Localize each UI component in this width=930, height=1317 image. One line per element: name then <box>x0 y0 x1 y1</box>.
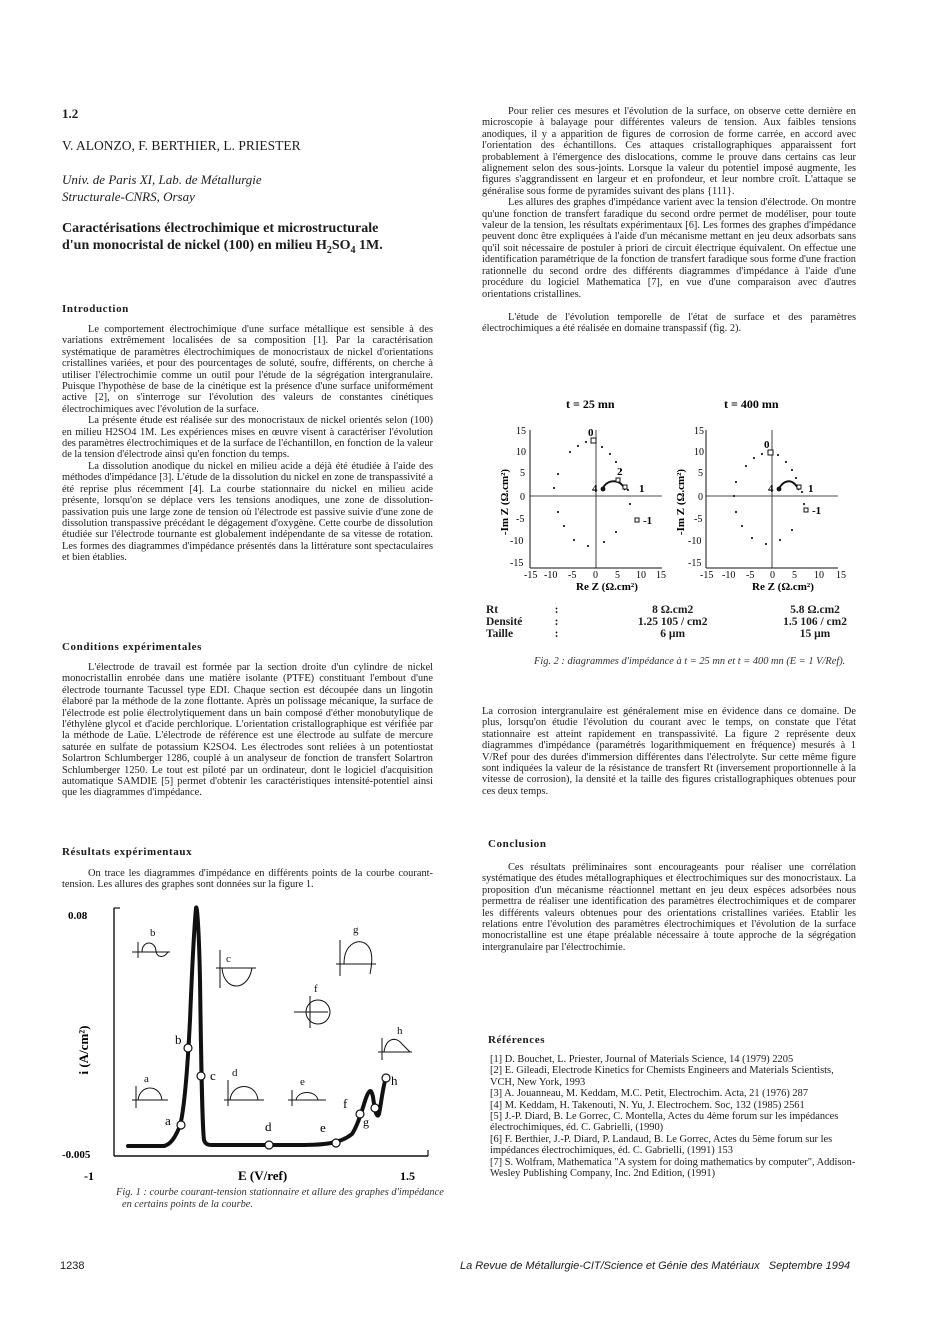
svg-text:a: a <box>144 1073 149 1085</box>
point-g <box>371 1104 379 1112</box>
results-paragraph: On trace les diagrammes d'impédance en différents points de la courbe courant-tension. Les allures des graphes sont données sur la figure 1. <box>62 868 433 891</box>
figure-1-caption-line-2: en certains points de la courbe. <box>122 1199 254 1210</box>
point-c <box>197 1072 205 1080</box>
introduction-body <box>62 324 433 564</box>
svg-text:5: 5 <box>520 468 525 479</box>
svg-text:15: 15 <box>656 570 666 581</box>
svg-text:5: 5 <box>698 468 703 479</box>
paper-title-line-1: Caractérisations électrochimique et microstructurale <box>62 221 379 236</box>
inset-f <box>294 983 330 1028</box>
svg-text:-5: -5 <box>694 514 703 525</box>
label-h: h <box>391 1073 398 1088</box>
authors: V. ALONZO, F. BERTHIER, L. PRIESTER <box>62 138 301 153</box>
figure-2-caption: Fig. 2 : diagrammes d'impédance à t = 25 mn et t = 400 mn (E = 1 V/Ref). <box>534 656 846 667</box>
inset-d <box>224 1067 264 1106</box>
svg-text:-10: -10 <box>544 570 558 581</box>
figure-2-impedance-diagrams <box>478 392 870 592</box>
svg-text:-1: -1 <box>812 505 822 517</box>
size-label: Taille <box>486 628 514 640</box>
label-c: c <box>210 1068 216 1083</box>
affiliation-line-2: Structurale-CNRS, Orsay <box>62 189 195 204</box>
affiliation-line-1: Univ. de Paris XI, Lab. de Métallurgie <box>62 172 262 187</box>
parameter-table: Rt : 8 Ω.cm2 5.8 Ω.cm2 Densité : 1.25 105 / cm2 1.5 106 / cm2 Taille : 6 μm 15 μm <box>482 604 872 640</box>
x-min-label: -1 <box>84 1169 94 1183</box>
page-number: 1238 <box>60 1260 85 1272</box>
svg-text:0: 0 <box>770 570 775 581</box>
rt-label: Rt <box>486 604 499 616</box>
reference-item: [5] J.-P. Diard, B. Le Gorrec, C. Montella, Actes du 4ème forum sur les impédances électrochimiques, éd. C. Gabrielli, (1990) <box>490 1111 839 1134</box>
svg-text:-5: -5 <box>516 514 525 525</box>
results-heading: Résultats expérimentaux <box>62 846 193 858</box>
svg-text:-10: -10 <box>722 570 736 581</box>
reference-item: [6] F. Berthier, J.-P. Diard, P. Landaud, B. Le Gorrec, Actes du 5ème forum sur les impédances électrochimiques, éd. C. Gabrielli, (1991) 153 <box>490 1133 833 1157</box>
conclusion-paragraph: Ces résultats préliminaires sont encourageants pour réaliser une corrélation systématique des études métallographiques et électrochimiques sur des monocristaux. La proposition d'un mécanisme réactionnel mettant en jeu deux espèces adsorbées nous permettra de réaliser une identification des paramètres électrochimiques et de comparer les différents valeurs obtenues pour des orientations cristallines variées. Etablir les relations entre l'évolution des paramètres électrochimiques et l'évolution de la surface monocristalline est une étape préalable nécessaire à toute approche de la ségrégation intergranulaire par l'électrochimie. <box>482 862 856 953</box>
conditions-paragraph: L'électrode de travail est formée par la section droite d'un cylindre de nickel monocristallin enrobée dans une matière isolante (PTFE) constituant l'embout d'une électrode tournante Tacussel type EDI. Chaque section est découpée dans un lingotin élaboré par la méthode de la zone flottante. Après un polissage mécanique, la surface de l'électrode est polie électrolytiquement dans un bain composé d'éther monobutylique de l'éthylène glycol et d'acide perchlorique. L'orientation cristallographique est vérifiée par la méthode de Laüe. L'électrode de référence est une électrode au sulfate de mercure saturée en sulfate de potassium K2SO4. Les électrodes sont reliées à un potentiostat Solartron Schlumberger 1286, couplé à un analyseur de fonction de transfert Solartron Schlumberger 1250. Le tout est piloté par un ordinateur, dont le logiciel d'acquisition automatique SAMDIE [5] permet d'obtenir les caractéristiques intensité-potentiel ainsi que les diagrammes d'impédance. <box>62 662 433 799</box>
impedance-paragraph: Les allures des graphes d'impédance varient avec la tension d'électrode. On montre qu'une fonction de transfert faradique du second ordre permet de modéliser, pour toute valeur de la tension, les résultats expérimentaux [6]. Les formes des graphes d'impédance peuvent donc être expliquées à l'aide d'un mécanisme mettant en jeu deux adsorbats sans qu'il soit nécessaire de postuler à priori de circuit électrique équivalent. On effectue une identification paramétrique de la fonction de transfert faradique sous forme d'une fraction rationnelle du second ordre des différents diagrammes d'impédance à l'aide d'une procédure du logiciel Mathematica [7], en vue d'une comparaison avec d'autres orientations cristallines. <box>482 197 856 300</box>
svg-text:15: 15 <box>694 426 704 437</box>
svg-text:-1: -1 <box>643 515 653 527</box>
label-b: b <box>175 1032 182 1047</box>
references-heading: Références <box>488 1034 546 1046</box>
journal-footer: La Revue de Métallurgie-CIT/Science et Génie des Matériaux Septembre 1994 <box>460 1260 851 1272</box>
conclusion-heading: Conclusion <box>488 838 547 850</box>
inset-g <box>336 924 376 976</box>
svg-text:Re Z (Ω.cm²): Re Z (Ω.cm²) <box>576 581 638 592</box>
inset-h <box>378 1025 412 1060</box>
label-d: d <box>265 1119 272 1134</box>
size-25mn: 6 μm <box>660 628 686 640</box>
svg-text:-5: -5 <box>568 570 577 581</box>
figure-1-current-voltage-curve <box>60 900 440 1190</box>
section-number: 1.2 <box>62 106 79 121</box>
fig2-title-right: t = 400 mn <box>724 397 779 411</box>
inset-a <box>132 1073 168 1108</box>
density-400mn: 1.5 106 / cm2 <box>783 616 847 628</box>
svg-text:h: h <box>397 1025 403 1037</box>
svg-text:4: 4 <box>768 483 774 495</box>
conclusion-body <box>482 862 856 953</box>
point-b <box>184 1044 192 1052</box>
svg-text:15: 15 <box>516 426 526 437</box>
svg-text:1: 1 <box>639 483 645 495</box>
rt-25mn: 8 Ω.cm2 <box>652 604 694 616</box>
svg-text:g: g <box>353 924 359 936</box>
rt-400mn: 5.8 Ω.cm2 <box>790 604 840 616</box>
nyquist-plot-400mn <box>675 426 846 592</box>
svg-text:10: 10 <box>516 447 526 458</box>
svg-text:-15: -15 <box>524 570 538 581</box>
svg-text:e: e <box>300 1076 305 1088</box>
svg-text:c: c <box>226 953 231 965</box>
fig2-title-left: t = 25 mn <box>566 397 615 411</box>
svg-text:-15: -15 <box>700 570 714 581</box>
right-column-text-top <box>482 106 856 335</box>
svg-text:b: b <box>150 927 156 939</box>
x-max-label: 1.5 <box>400 1169 415 1183</box>
y-axis-label: i (A/cm²) <box>76 1025 91 1075</box>
svg-text:0: 0 <box>764 439 770 451</box>
point-d <box>265 1141 273 1149</box>
inset-c <box>216 950 256 988</box>
density-label: Densité <box>486 616 523 628</box>
svg-text:15: 15 <box>836 570 846 581</box>
svg-text:-15: -15 <box>688 558 702 569</box>
label-g: g <box>363 1115 369 1129</box>
svg-text:10: 10 <box>694 447 704 458</box>
point-a <box>177 1121 185 1129</box>
reference-item: [3] A. Jouanneau, M. Keddam, M.C. Petit, Electrochim. Acta, 21 (1976) 287 <box>490 1088 809 1100</box>
inset-e <box>288 1076 326 1106</box>
svg-text:-5: -5 <box>746 570 755 581</box>
paper-title-line-2: d'un monocristal de nickel (100) en milieu $H_2SO_4$ 1M. <box>62 238 383 256</box>
corrosion-text <box>482 706 856 797</box>
label-f: f <box>343 1096 348 1111</box>
svg-text:-15: -15 <box>510 558 524 569</box>
intro-paragraph-2: La présente étude est réalisée sur des monocristaux de nickel orientés selon (100) en milieu H2SO4 1M. Les expériences mises en œuvre visent à caractériser l'évolution des paramètres électrochimiques et de la surface de l'échantillon, en fonction de la valeur de la tension d'électrode ainsi qu'en fonction du temps. <box>62 415 433 461</box>
reference-item: [4] M. Keddam, H. Takenouti, N. Yu, J. Electrochem. Soc, 132 (1985) 2561 <box>490 1099 805 1111</box>
corrosion-paragraph: La corrosion intergranulaire est généralement mise en évidence dans ce domaine. De plus, lorsqu'on étudie l'évolution du courant avec le temps, on constate que l'état stationnaire est atteint rapidement en transpassivité. La figure 2 représente deux diagrammes d'impédance (paramétrés logarithmiquement en fréquence) mesurés à 1 V/Ref pour des durées d'immersion différentes dans l'électrolyte. Sur cette même figure sont indiquées la valeur de la résistance de transfert Rt (inversement proportionnelle à la vitesse de corrosion), la densité et la taille des figures cristallographiques obtenues pour ces deux temps. <box>482 706 856 797</box>
reference-item: [7] S. Wolfram, Mathematica "A system for doing mathematics by computer", Addison-Wesley Publishing Company, Inc. 2nd Edition, (1991) <box>490 1156 856 1180</box>
svg-text:f: f <box>314 983 318 995</box>
figure-1-caption-line-1: Fig. 1 : courbe courant-tension stationnaire et allure des graphes d'impédance <box>116 1187 444 1198</box>
intro-paragraph-3: La dissolution anodique du nickel en milieu acide a déjà été étudiée à l'aide des méthodes d'impédance [3]. L'étude de la dissolution du nickel en zone de transpassivité a été reprise plus récemment [4]. La courbe stationnaire du nickel en milieu acide présente, lorsqu'on se déplace vers les tensions anodiques, une zone de dissolution-passivation puis une large zone de tension où l'électrode est passive suivie d'une zone de dissolution transpassive précédant le dégagement d'oxygène. Cette courbe de dissolution étudiée sur l'électrode tournante est globalement indépendante de sa vitesse de rotation. Les formes des diagrammes d'impédance présentés dans la littérature sont spectaculaires et bien établies. <box>62 460 433 564</box>
y-max-label: 0.08 <box>68 910 88 922</box>
label-e: e <box>320 1120 326 1135</box>
svg-text:0: 0 <box>588 427 594 439</box>
svg-text:5: 5 <box>615 570 620 581</box>
svg-text:d: d <box>232 1067 238 1079</box>
svg-text:0: 0 <box>520 492 525 503</box>
reference-item: [1] D. Bouchet, L. Priester, Journal of Materials Science, 14 (1979) 2205 <box>490 1054 794 1065</box>
point-e <box>332 1139 340 1147</box>
references-list <box>490 1054 858 1179</box>
surface-paragraph: Pour relier ces mesures et l'évolution de la surface, on observe cette dernière en microscopie à balayage pour différentes valeurs de tension. Aux faibles tensions anodiques, il y a apparition de figures de corrosion de forme carrée, en accord avec l'orientation des échantillons. Ces attaques cristallographiques apparaissent fort probablement à l'émergence des dislocations, comme le prouve dans certains cas leur alignement selon des sous-joints. Lorsque la valeur du potentiel imposé augmente, les figures s'aggrandissent en largeur et en profondeur, et leur nombre croît. L'attaque se généralise sous forme de pyramides suivant des plans {111}. <box>482 106 856 197</box>
conditions-body <box>62 662 433 799</box>
results-body <box>62 868 433 891</box>
svg-text:1: 1 <box>808 483 814 495</box>
svg-text:4: 4 <box>592 483 598 495</box>
svg-text:Re Z (Ω.cm²): Re Z (Ω.cm²) <box>752 581 814 592</box>
label-a: a <box>165 1113 171 1128</box>
size-400mn: 15 μm <box>799 628 831 640</box>
inset-b <box>132 927 170 958</box>
svg-text:10: 10 <box>636 570 646 581</box>
point-h <box>382 1074 390 1082</box>
y-min-label: -0.005 <box>62 1149 91 1161</box>
nyquist-plot-25mn <box>499 426 666 592</box>
svg-text:-10: -10 <box>510 536 524 547</box>
svg-text:5: 5 <box>792 570 797 581</box>
density-25mn: 1.25 105 / cm2 <box>637 616 708 628</box>
intro-paragraph-1: Le comportement électrochimique d'une surface métallique est sensible à des variations extrêmement localisées de sa composition [1]. Par la caractérisation systématique de paramètres électrochimiques de monocristaux de nickel d'orientations cristallines variées, et pour des pourcentages de soluté, soufre, différents, on cherche à utiliser l'électrochimie comme un outil pour l'étude de la ségrégation intergranulaire. Puisque l'hypothèse de base de la cinétique est la présence d'une surface uniformément active [2], on s'interroge sur l'évolution des valeurs de constantes cinétiques électrochimiques avec l'évolution de la surface. <box>62 324 433 415</box>
svg-text:-10: -10 <box>688 536 702 547</box>
temporal-paragraph: L'étude de l'évolution temporelle de l'état de surface et des paramètres électrochimiques a été réalisée en domaine transpassif (fig. 2). <box>482 311 856 335</box>
svg-text:2: 2 <box>617 466 623 478</box>
svg-text:0: 0 <box>698 492 703 503</box>
svg-text:-Im Z (Ω.cm²): -Im Z (Ω.cm²) <box>675 468 687 536</box>
introduction-heading: Introduction <box>62 303 129 315</box>
svg-text:-Im Z (Ω.cm²): -Im Z (Ω.cm²) <box>499 468 511 536</box>
reference-item: [2] E. Gileadi, Electrode Kinetics for Chemists Engineers and Materials Scientists, VCH, New York, 1993 <box>490 1065 834 1088</box>
conditions-heading: Conditions expérimentales <box>62 641 202 653</box>
svg-text:10: 10 <box>814 570 824 581</box>
x-axis-label: E (V/ref) <box>238 1168 288 1183</box>
svg-text:0: 0 <box>593 570 598 581</box>
